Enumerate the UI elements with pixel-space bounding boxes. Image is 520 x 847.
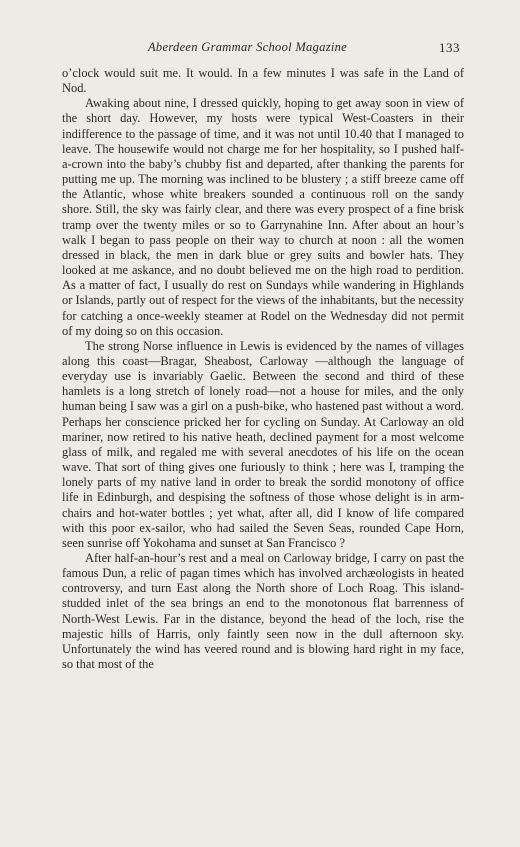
paragraph-continuation: o’clock would suit me. It would. In a few minutes I was safe in the Land of Nod. xyxy=(62,66,464,96)
paragraph-carloway-bridge: After half-an-hour’s rest and a meal on Carloway bridge, I carry on past the famous Dun, a relic of pagan times which has involved archæologists in heated controversy, and turn East along the North shore of Loch Roag. This island-studded inlet of the sea brings an end to the monotonous flat barrenness of North-West Lewis. Far in the distance, beyond the head of the loch, rise the majestic hills of Harris, only faintly seen now in the dull afternoon sky. Unfortunately the wind has veered round and is blowing hard right in my face, so that most of the xyxy=(62,551,464,672)
paragraph-norse-influence: The strong Norse influence in Lewis is evidenced by the names of villages along this coast—Bragar, Sheabost, Carloway —although the language of everyday use is invariably Gaelic. Between the second and third of these hamlets is a long stretch of lonely road—not a house for miles, and the only human being I saw was a girl on a push-bike, who hastened past without a word. Perhaps her conscience pricked her for cycling on Sunday. At Carloway an old mariner, now retired to his native heath, declined payment for a most welcome glass of milk, and regaled me with several anecdotes of his life on the ocean wave. That sort of thing gives one furiously to think ; here was I, tramping the lonely parts of my native land in order to break the sordid monotony of office life in Edinburgh, and despising the softness of those whose delight is in arm-chairs and hot-water bottles ; yet what, after all, did I know of life compared with this poor ex-sailor, who had sailed the Seven Seas, rounded Cape Horn, seen sunrise off Yokohama and sunset at San Francisco ? xyxy=(62,338,464,550)
running-head xyxy=(62,36,464,66)
page-number: 133 xyxy=(439,40,460,55)
book-page xyxy=(62,36,464,672)
paragraph-awaking: Awaking about nine, I dressed quickly, hoping to get away soon in view of the short day. However, my hosts were typical West-Coasters in their indifference to the passage of time, and it was not until 10.40 that I managed to leave. The housewife would not charge me for her hospitality, so I pushed half-a-crown into the baby’s chubby fist and departed, after thanking the parents for putting me up. The morning was inclined to be blustery ; a stiff breeze came off the Atlantic, whose white breakers sounded a continuous roll on the sandy shore. Still, the sky was fairly clear, and there was every prospect of a fine brisk tramp over the twenty miles or so to Garrynahine Inn. After about an hour’s walk I began to pass people on their way to church at noon : all the women dressed in black, the men in dark blue or grey suits and bowler hats. They looked at me askance, and no doubt believed me on the high road to perdition. As a matter of fact, I usually do rest on Sundays while wandering in Highlands or Islands, partly out of respect for the views of the inhabitants, but the necessity for catching a once-weekly steamer at Rodel on the Wednesday did not permit of my doing so on this occasion. xyxy=(62,96,464,338)
body-text xyxy=(62,66,464,672)
running-title: Aberdeen Grammar School Magazine xyxy=(148,40,348,54)
